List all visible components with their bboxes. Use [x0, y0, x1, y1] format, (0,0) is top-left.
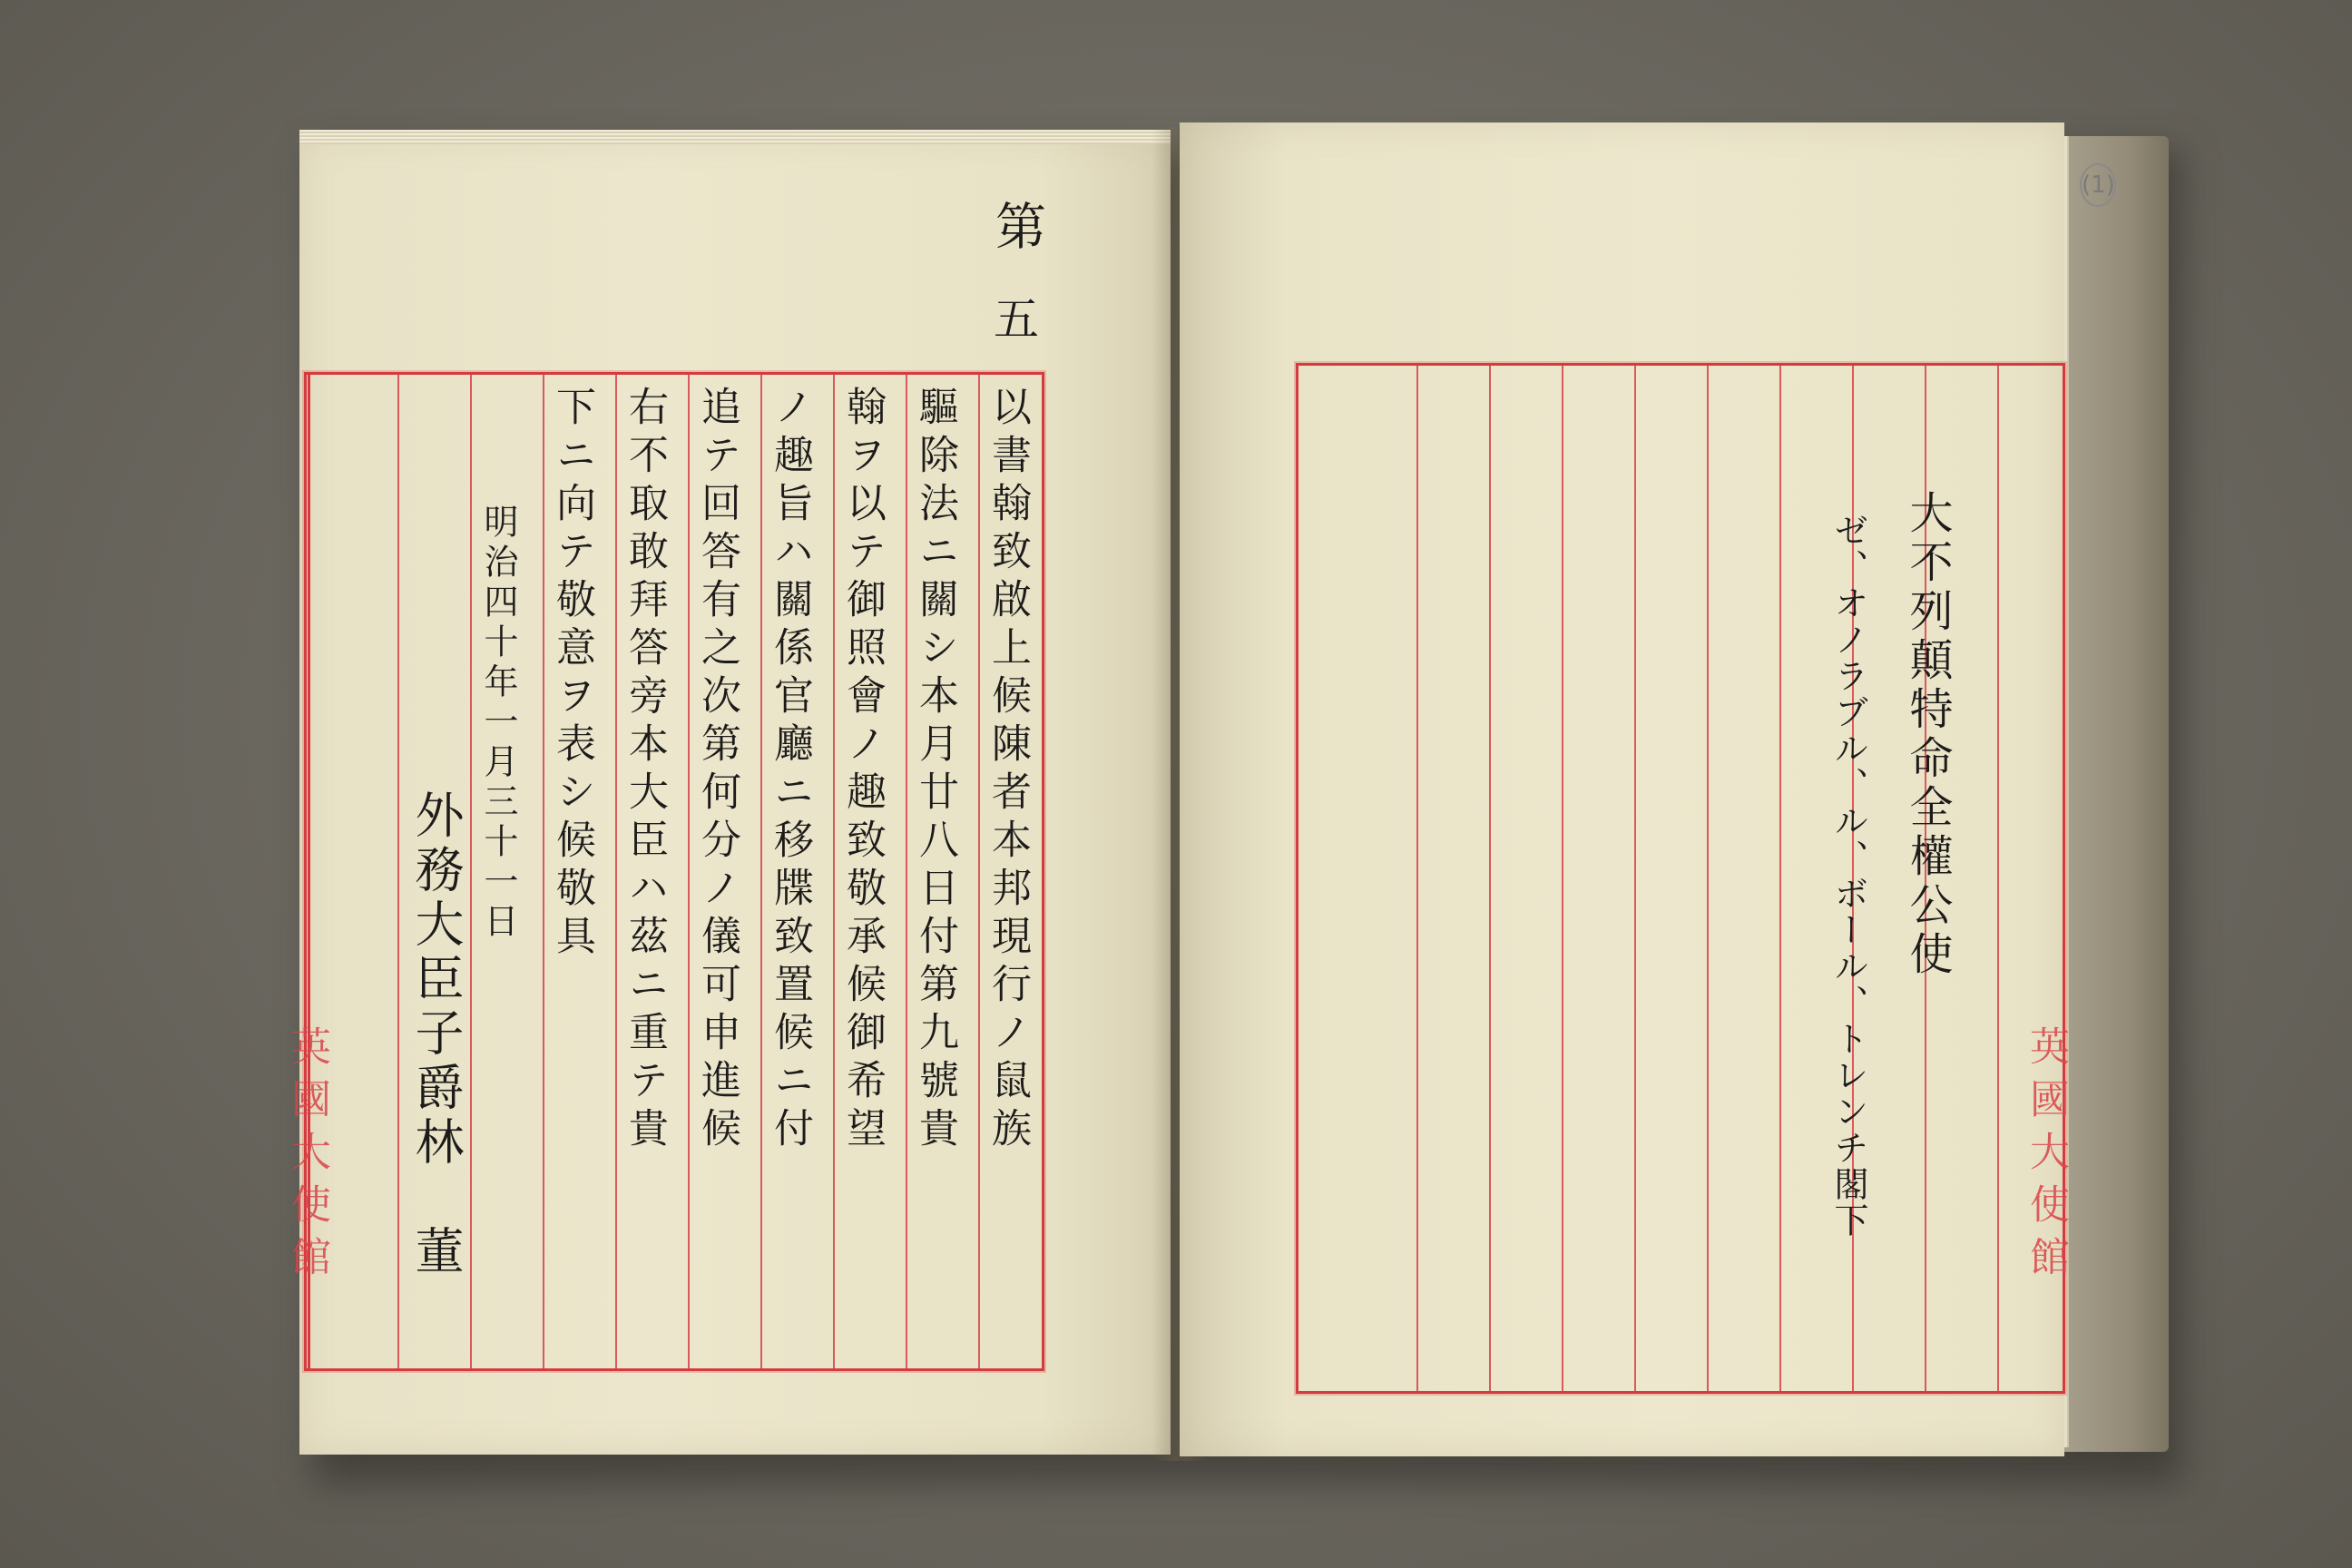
right-rule: [1997, 366, 1999, 1391]
right-margin-stamp: 英國大使館: [2023, 1025, 2069, 1289]
letter-line-4: ノ趣旨ハ關係官廳ニ移牒致置候ニ付: [767, 386, 813, 1155]
letter-line-3: 翰ヲ以テ御照會ノ趣致敬承候御希望: [839, 386, 886, 1155]
addressee-title: 大不列顛特命全權公使: [1902, 490, 1953, 980]
right-rule: [1489, 366, 1491, 1391]
right-rule: [1779, 366, 1781, 1391]
right-rule: [1562, 366, 1563, 1391]
left-heading-char-2: 五: [986, 295, 1039, 346]
left-margin-stamp: 英國大使館: [284, 1025, 330, 1289]
right-rule: [1416, 366, 1418, 1391]
right-rule: [1634, 366, 1636, 1391]
right-rule: [1707, 366, 1709, 1391]
left-rule: [397, 375, 399, 1368]
letter-line-2: 驅除法ニ關シ本月廿八日付第九號貴: [912, 386, 958, 1155]
letter-signature: 外務大臣子爵林 董: [407, 789, 465, 1279]
pencil-page-number: (1): [2080, 163, 2116, 207]
letter-line-1: 以書翰致啟上候陳者本邦現行ノ鼠族: [985, 386, 1031, 1155]
addressee-name: ゼ、オノラブル、ル、ボール、トレンチ閣下: [1828, 513, 1868, 1239]
letter-line-7: 下ニ向テ敬意ヲ表シ候敬具: [549, 386, 595, 963]
letter-date: 明治四十年一月三十一日: [478, 504, 518, 943]
left-heading-char-1: 第: [987, 200, 1046, 256]
left-page-top-edge: [299, 130, 1171, 144]
letter-line-5: 追テ回答有之次第何分ノ儀可申進候: [694, 386, 740, 1155]
letter-line-6: 右不取敢拜答旁本大臣ハ茲ニ重テ貴: [622, 386, 668, 1155]
